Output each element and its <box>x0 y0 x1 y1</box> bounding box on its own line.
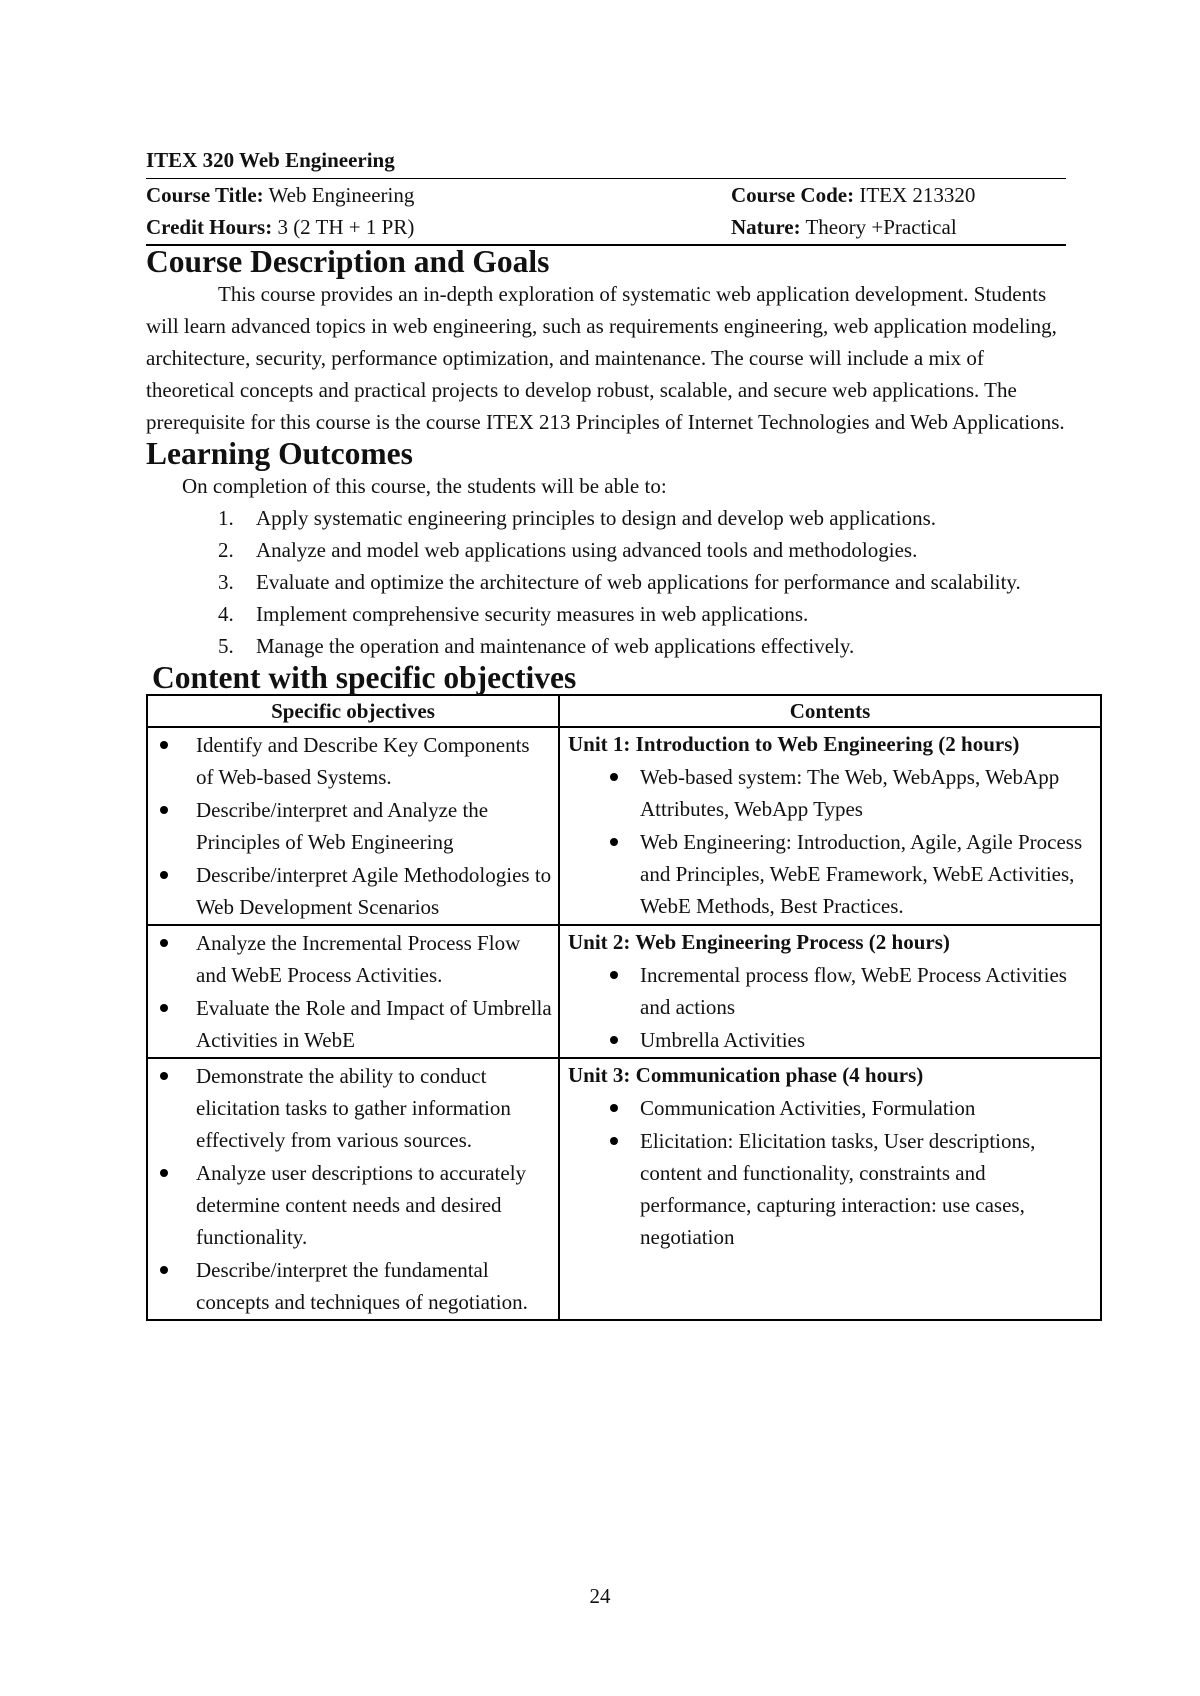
credit-hours-label: Credit Hours: <box>146 215 273 239</box>
objectives-list <box>156 1060 552 1318</box>
course-meta <box>146 179 1066 246</box>
outcome-number: 1. <box>218 506 234 530</box>
page-number: 24 <box>589 1584 611 1608</box>
objectives-list <box>156 927 552 1056</box>
outcome-item <box>146 534 1066 566</box>
objectives-cell <box>147 727 559 925</box>
outcome-text: Evaluate and optimize the architecture of web applications for performance and scalability. <box>256 570 1021 594</box>
credit-hours <box>146 211 731 243</box>
meta-row-1 <box>146 179 1066 211</box>
outcome-text: Apply systematic engineering principles to design and develop web applications. <box>256 506 936 530</box>
objectives-cell <box>147 1058 559 1320</box>
course-title-value: Web Engineering <box>263 183 415 207</box>
unit-title: Unit 3: Communication phase (4 hours) <box>568 1063 924 1087</box>
objectives-column-header: Specific objectives <box>147 695 559 727</box>
description-heading: Course Description and Goals <box>146 244 550 279</box>
outcome-item <box>146 566 1066 598</box>
objectives-list <box>156 729 552 923</box>
content-item: Web-based system: The Web, WebApps, WebApp Attributes, WebApp Types <box>568 761 1094 825</box>
content-item: Incremental process flow, WebE Process Activities and actions <box>568 959 1094 1023</box>
course-nature <box>731 211 1066 243</box>
table-header-row <box>147 695 1101 727</box>
outcome-item <box>146 598 1066 630</box>
nature-label: Nature: <box>731 215 801 239</box>
unit-title: Unit 2: Web Engineering Process (2 hours) <box>568 930 950 954</box>
table-row <box>147 925 1101 1058</box>
content-item: Elicitation: Elicitation tasks, User descriptions, content and functionality, constraints and performance, capturing interaction: use cases, negotiation <box>568 1125 1094 1253</box>
objective-item: Analyze the Incremental Process Flow and WebE Process Activities. <box>156 927 552 991</box>
contents-cell <box>559 727 1101 925</box>
description-text: This course provides an in-depth exploration of systematic web application development. Students will learn advanced topics in web engineering, such as requirements engineering, web application modeling, architecture, security, performance optimization, and maintenance. The course will include a mix of theoretical concepts and practical projects to develop robust, scalable, and secure web applications. The prerequisite for this course is the course ITEX 213 Principles of Internet Technologies and Web Applications. <box>146 282 1065 434</box>
outcomes-heading: Learning Outcomes <box>146 436 413 471</box>
contents-list <box>568 959 1094 1056</box>
objective-item: Describe/interpret Agile Methodologies to Web Development Scenarios <box>156 859 552 923</box>
contents-cell <box>559 1058 1101 1320</box>
outcome-number: 4. <box>218 602 234 626</box>
contents-cell <box>559 925 1101 1058</box>
outcome-number: 3. <box>218 570 234 594</box>
outcome-text: Manage the operation and maintenance of web applications effectively. <box>256 634 855 658</box>
content-table-heading: Content with specific objectives <box>152 660 577 695</box>
content-item: Web Engineering: Introduction, Agile, Agile Process and Principles, WebE Framework, WebE Activities, WebE Methods, Best Practices. <box>568 826 1094 922</box>
table-row <box>147 727 1101 925</box>
nature-value: Theory +Practical <box>800 215 957 239</box>
outcome-number: 5. <box>218 634 234 658</box>
outcomes-intro: On completion of this course, the students will be able to: <box>182 474 667 498</box>
contents-column-header: Contents <box>559 695 1101 727</box>
unit-title: Unit 1: Introduction to Web Engineering (2 hours) <box>568 732 1020 756</box>
credit-hours-value: 3 (2 TH + 1 PR) <box>272 215 415 239</box>
outcome-item <box>146 630 1066 662</box>
course-heading: ITEX 320 Web Engineering <box>146 144 1066 179</box>
course-code-label: Course Code: <box>731 183 855 207</box>
objective-item: Describe/interpret the fundamental concepts and techniques of negotiation. <box>156 1254 552 1318</box>
outcome-text: Analyze and model web applications using advanced tools and methodologies. <box>256 538 918 562</box>
outcomes-list <box>146 502 1066 662</box>
course-code <box>731 179 1066 211</box>
objective-item: Analyze user descriptions to accurately determine content needs and desired functionality. <box>156 1157 552 1253</box>
outcome-text: Implement comprehensive security measures in web applications. <box>256 602 809 626</box>
objectives-cell <box>147 925 559 1058</box>
content-table <box>146 694 1102 1321</box>
course-title <box>146 179 731 211</box>
outcome-item <box>146 502 1066 534</box>
course-code-value: ITEX 213320 <box>854 183 976 207</box>
document-page <box>146 144 1083 1321</box>
outcome-number: 2. <box>218 538 234 562</box>
contents-list <box>568 1092 1094 1253</box>
objective-item: Evaluate the Role and Impact of Umbrella Activities in WebE <box>156 992 552 1056</box>
content-item: Communication Activities, Formulation <box>568 1092 1094 1124</box>
objective-item: Describe/interpret and Analyze the Principles of Web Engineering <box>156 794 552 858</box>
objective-item: Demonstrate the ability to conduct elicitation tasks to gather information effectively from various sources. <box>156 1060 552 1156</box>
content-item: Umbrella Activities <box>568 1024 1094 1056</box>
course-title-label: Course Title: <box>146 183 264 207</box>
table-row <box>147 1058 1101 1320</box>
meta-row-2 <box>146 211 1066 243</box>
contents-list <box>568 761 1094 922</box>
objective-item: Identify and Describe Key Components of Web-based Systems. <box>156 729 552 793</box>
